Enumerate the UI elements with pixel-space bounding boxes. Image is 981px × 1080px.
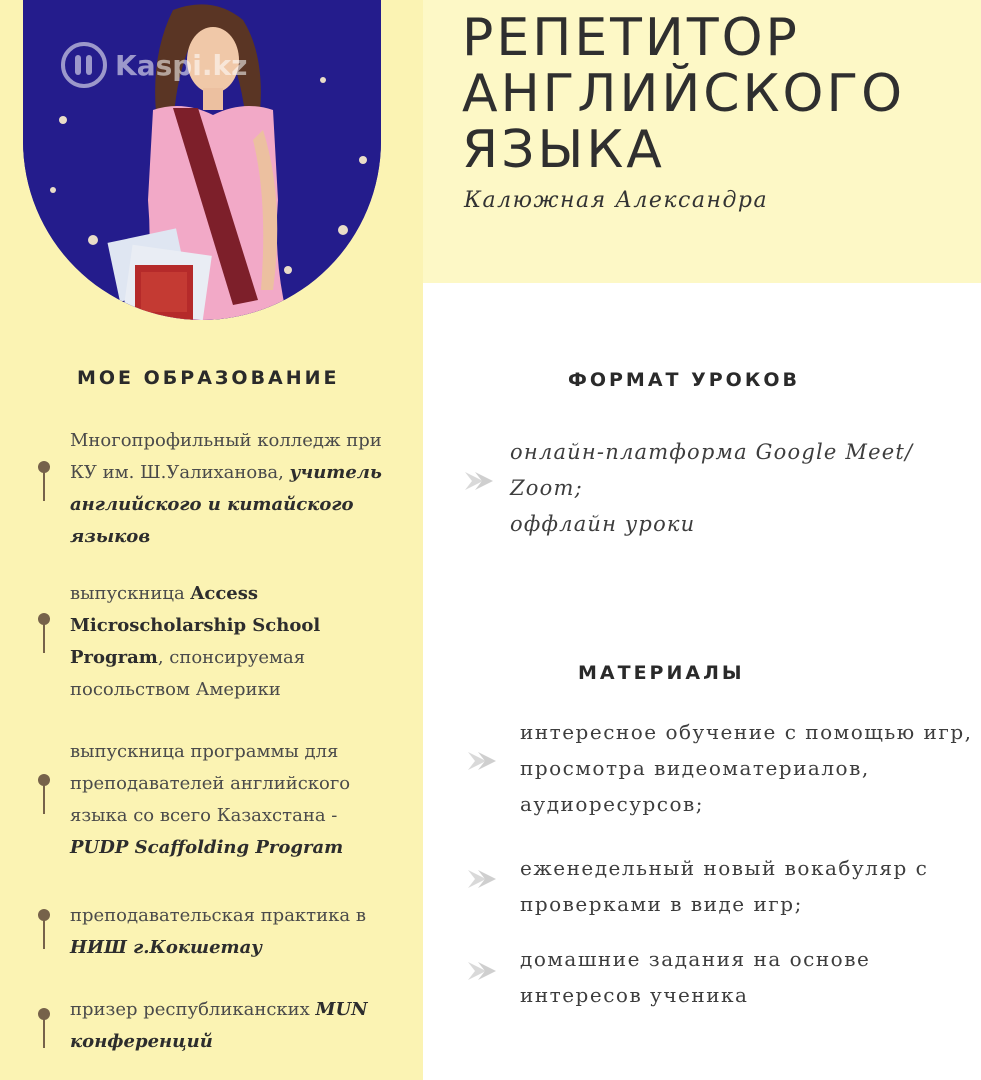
format-heading: ФОРМАТ УРОКОВ bbox=[568, 369, 800, 391]
education-text: преподавательская практика в bbox=[70, 905, 366, 926]
education-highlight: PUDP Scaffolding Program bbox=[70, 837, 344, 858]
education-text: выпускница bbox=[70, 583, 191, 604]
tutor-name: Калюжная Александра bbox=[464, 188, 769, 213]
title-line-3: ЯЗЫКА bbox=[462, 120, 665, 180]
education-heading: МОЕ ОБРАЗОВАНИЕ bbox=[77, 367, 340, 389]
pin-icon bbox=[37, 1008, 51, 1048]
education-item bbox=[70, 578, 400, 706]
materials-item: интересное обучение с помощью игр, просмотра видеоматериалов, аудиоресурсов; bbox=[520, 720, 973, 816]
chevron-right-icon bbox=[466, 960, 500, 982]
title-line-2: АНГЛИЙСКОГО bbox=[462, 64, 906, 124]
materials-item: еженедельный новый вокабуляр с проверками в виде игр; bbox=[520, 856, 929, 916]
title-line-1: РЕПЕТИТОР bbox=[462, 8, 800, 68]
education-item bbox=[70, 994, 400, 1058]
format-offline: оффлайн уроки bbox=[510, 512, 696, 536]
kaspi-watermark bbox=[61, 42, 247, 88]
watermark-text: Kaspi.kz bbox=[115, 48, 248, 82]
materials-heading: МАТЕРИАЛЫ bbox=[578, 662, 745, 684]
pin-icon bbox=[37, 909, 51, 949]
education-item bbox=[70, 425, 400, 553]
chevron-right-icon bbox=[466, 750, 500, 772]
education-item bbox=[70, 900, 400, 964]
pin-icon bbox=[37, 774, 51, 814]
kaspi-logo-icon bbox=[61, 42, 107, 88]
format-online: онлайн-платформа Google Meet/ Zoom; bbox=[510, 440, 914, 500]
education-text: призер республиканских bbox=[70, 999, 316, 1020]
education-text: выпускница программы для преподавателей английского языка со всего Казахстана - bbox=[70, 741, 351, 826]
education-highlight: учитель английского и китайского языков bbox=[70, 462, 382, 547]
page-title bbox=[462, 10, 905, 178]
education-text-end: , спонсируемая посольством Америки bbox=[70, 647, 306, 700]
education-text: Многопрофильный колледж при КУ им. Ш.Уалиханова, bbox=[70, 430, 382, 483]
materials-item: домашние задания на основе интересов ученика bbox=[520, 947, 871, 1007]
format-description bbox=[510, 434, 970, 542]
chevron-right-icon bbox=[463, 470, 497, 492]
education-item bbox=[70, 736, 400, 864]
education-highlight: Access Microscholarship School Program bbox=[70, 583, 321, 668]
pin-icon bbox=[37, 461, 51, 501]
chevron-right-icon bbox=[466, 868, 500, 890]
pin-icon bbox=[37, 613, 51, 653]
education-highlight: MUN конференций bbox=[70, 999, 368, 1052]
education-highlight: НИШ г.Кокшетау bbox=[70, 937, 263, 958]
